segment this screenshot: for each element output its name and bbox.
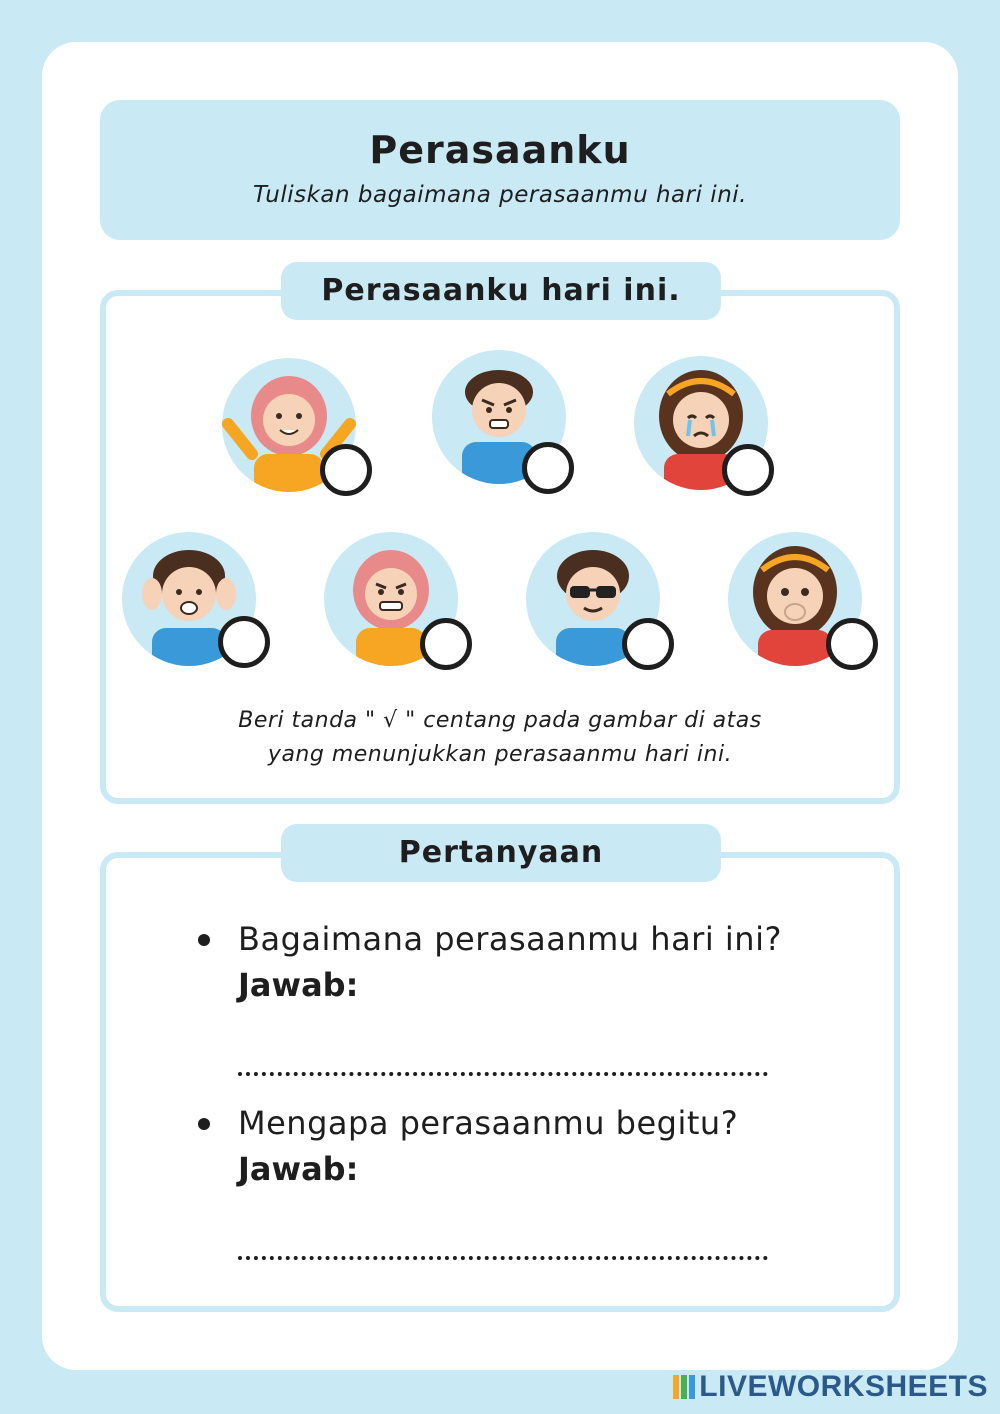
feelings-panel-label: Perasaanku hari ini. [281,262,721,320]
question-block-2 [198,1100,818,1260]
check-circle-nervous[interactable] [420,618,472,670]
bullet-icon [198,1118,210,1130]
question-2-text: Mengapa perasaanmu begitu? [238,1104,739,1142]
questions-panel [100,835,900,1312]
answer-2-input[interactable] [238,1228,768,1260]
page-title: Perasaanku [369,128,631,172]
check-circle-angry[interactable] [522,442,574,494]
bullet-icon [198,934,210,946]
check-circle-scared[interactable] [218,616,270,668]
instruction-line-1: Beri tanda " √ " centang pada gambar di atas [238,708,762,733]
check-circle-shocked[interactable] [826,618,878,670]
question-1-text: Bagaimana perasaanmu hari ini? [238,920,782,958]
feelings-panel [100,273,900,804]
questions-panel-label: Pertanyaan [281,824,721,882]
check-circle-sad[interactable] [722,444,774,496]
instruction-text [106,704,894,772]
page-subtitle: Tuliskan bagaimana perasaanmu hari ini. [253,182,747,208]
check-circle-happy[interactable] [320,444,372,496]
check-circle-cool[interactable] [622,618,674,670]
answer-1-label: Jawab: [238,966,359,1004]
question-block-1 [198,916,818,1076]
liveworksheets-logo-text: LIVEWORKSHEETS [699,1370,988,1403]
question-2 [198,1100,818,1146]
liveworksheets-logo [673,1370,988,1404]
answer-2-label: Jawab: [238,1150,359,1188]
answer-1-input[interactable] [238,1044,768,1076]
question-1 [198,916,818,962]
instruction-line-2: yang menunjukkan perasaanmu hari ini. [267,742,733,767]
header-box [100,100,900,240]
liveworksheets-logo-icon [673,1375,695,1399]
